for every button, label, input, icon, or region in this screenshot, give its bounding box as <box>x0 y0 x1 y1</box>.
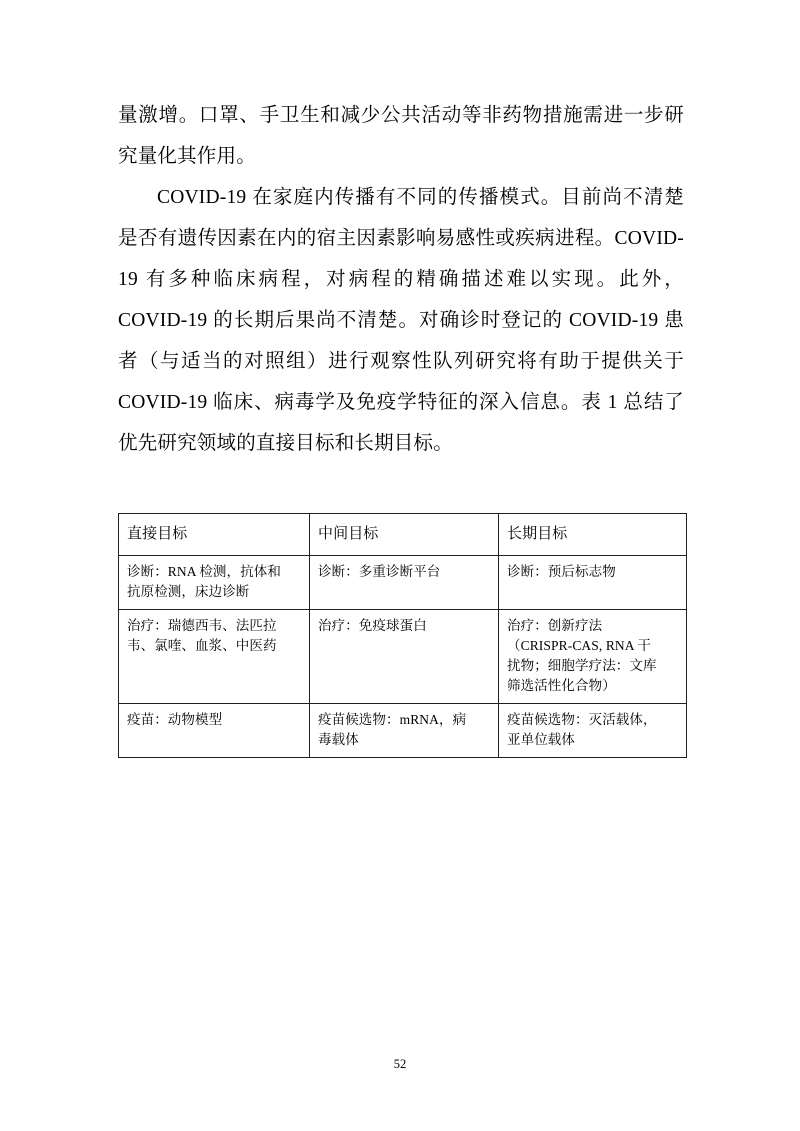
cell-line: 治疗：创新疗法 <box>507 618 603 633</box>
cell-line: 治疗：免疫球蛋白 <box>318 618 427 633</box>
paragraph-2: COVID-19 在家庭内传播有不同的传播模式。目前尚不清楚是否有遗传因素在内的宿主因素影响易感性或疾病进程。COVID-19 有多种临床病程，对病程的精确描述难以实现。此外，COVID-19 的长期后果尚不清楚。对确诊时登记的 COVID-19 患者（与适当的对照组）进行观察性队列研究将有助于提供关于 COVID-19 临床、病毒学及免疫学特征的深入信息。表 1 总结了优先研究领域的直接目标和长期目标。 <box>118 187 684 454</box>
table-cell-vaccines-intermediate <box>310 704 499 758</box>
table-header <box>119 514 687 556</box>
table-cell-vaccines-longterm <box>499 704 687 758</box>
table-header-cell-intermediate: 中间目标 <box>310 514 499 556</box>
table-header-row <box>119 514 687 556</box>
table-cell-diagnostics-immediate <box>119 556 310 610</box>
page-number: 52 <box>393 1057 407 1071</box>
table-body <box>119 556 687 758</box>
table-cell-diagnostics-longterm <box>499 556 687 610</box>
cell-line: 疫苗候选物：mRNA，病 <box>318 712 467 727</box>
cell-line: 毒载体 <box>318 732 359 747</box>
table-header-cell-immediate: 直接目标 <box>119 514 310 556</box>
cell-line: 诊断：多重诊断平台 <box>318 564 441 579</box>
table-cell-therapeutics-immediate <box>119 610 310 704</box>
table-row <box>119 556 687 610</box>
cell-line: 诊断：预后标志物 <box>507 564 616 579</box>
table-cell-diagnostics-intermediate <box>310 556 499 610</box>
table-row <box>119 704 687 758</box>
table-cell-therapeutics-intermediate <box>310 610 499 704</box>
cell-line: 疫苗：动物模型 <box>127 712 223 727</box>
document-body <box>118 95 684 464</box>
research-goals-table <box>118 513 687 758</box>
cell-line: 疫苗候选物：灭活载体， <box>507 712 657 727</box>
table-cell-therapeutics-longterm <box>499 610 687 704</box>
table-header-cell-longterm: 长期目标 <box>499 514 687 556</box>
cell-line: 诊断：RNA 检测，抗体和 <box>127 564 281 579</box>
cell-line: （CRISPR-CAS, RNA 干 <box>507 638 651 653</box>
cell-line: 韦、氯喹、血浆、中医药 <box>127 638 277 653</box>
cell-line: 治疗：瑞德西韦、法匹拉 <box>127 618 277 633</box>
cell-line: 扰物；细胞学疗法：文库 <box>507 658 657 673</box>
table-cell-vaccines-immediate <box>119 704 310 758</box>
cell-line: 抗原检测，床边诊断 <box>127 584 250 599</box>
cell-line: 筛选活性化合物） <box>507 678 616 693</box>
cell-line: 亚单位载体 <box>507 732 575 747</box>
paragraph-1: 量激增。口罩、手卫生和减少公共活动等非药物措施需进一步研究量化其作用。 <box>118 105 684 167</box>
research-goals-table-wrapper <box>118 513 686 758</box>
table-row <box>119 610 687 704</box>
